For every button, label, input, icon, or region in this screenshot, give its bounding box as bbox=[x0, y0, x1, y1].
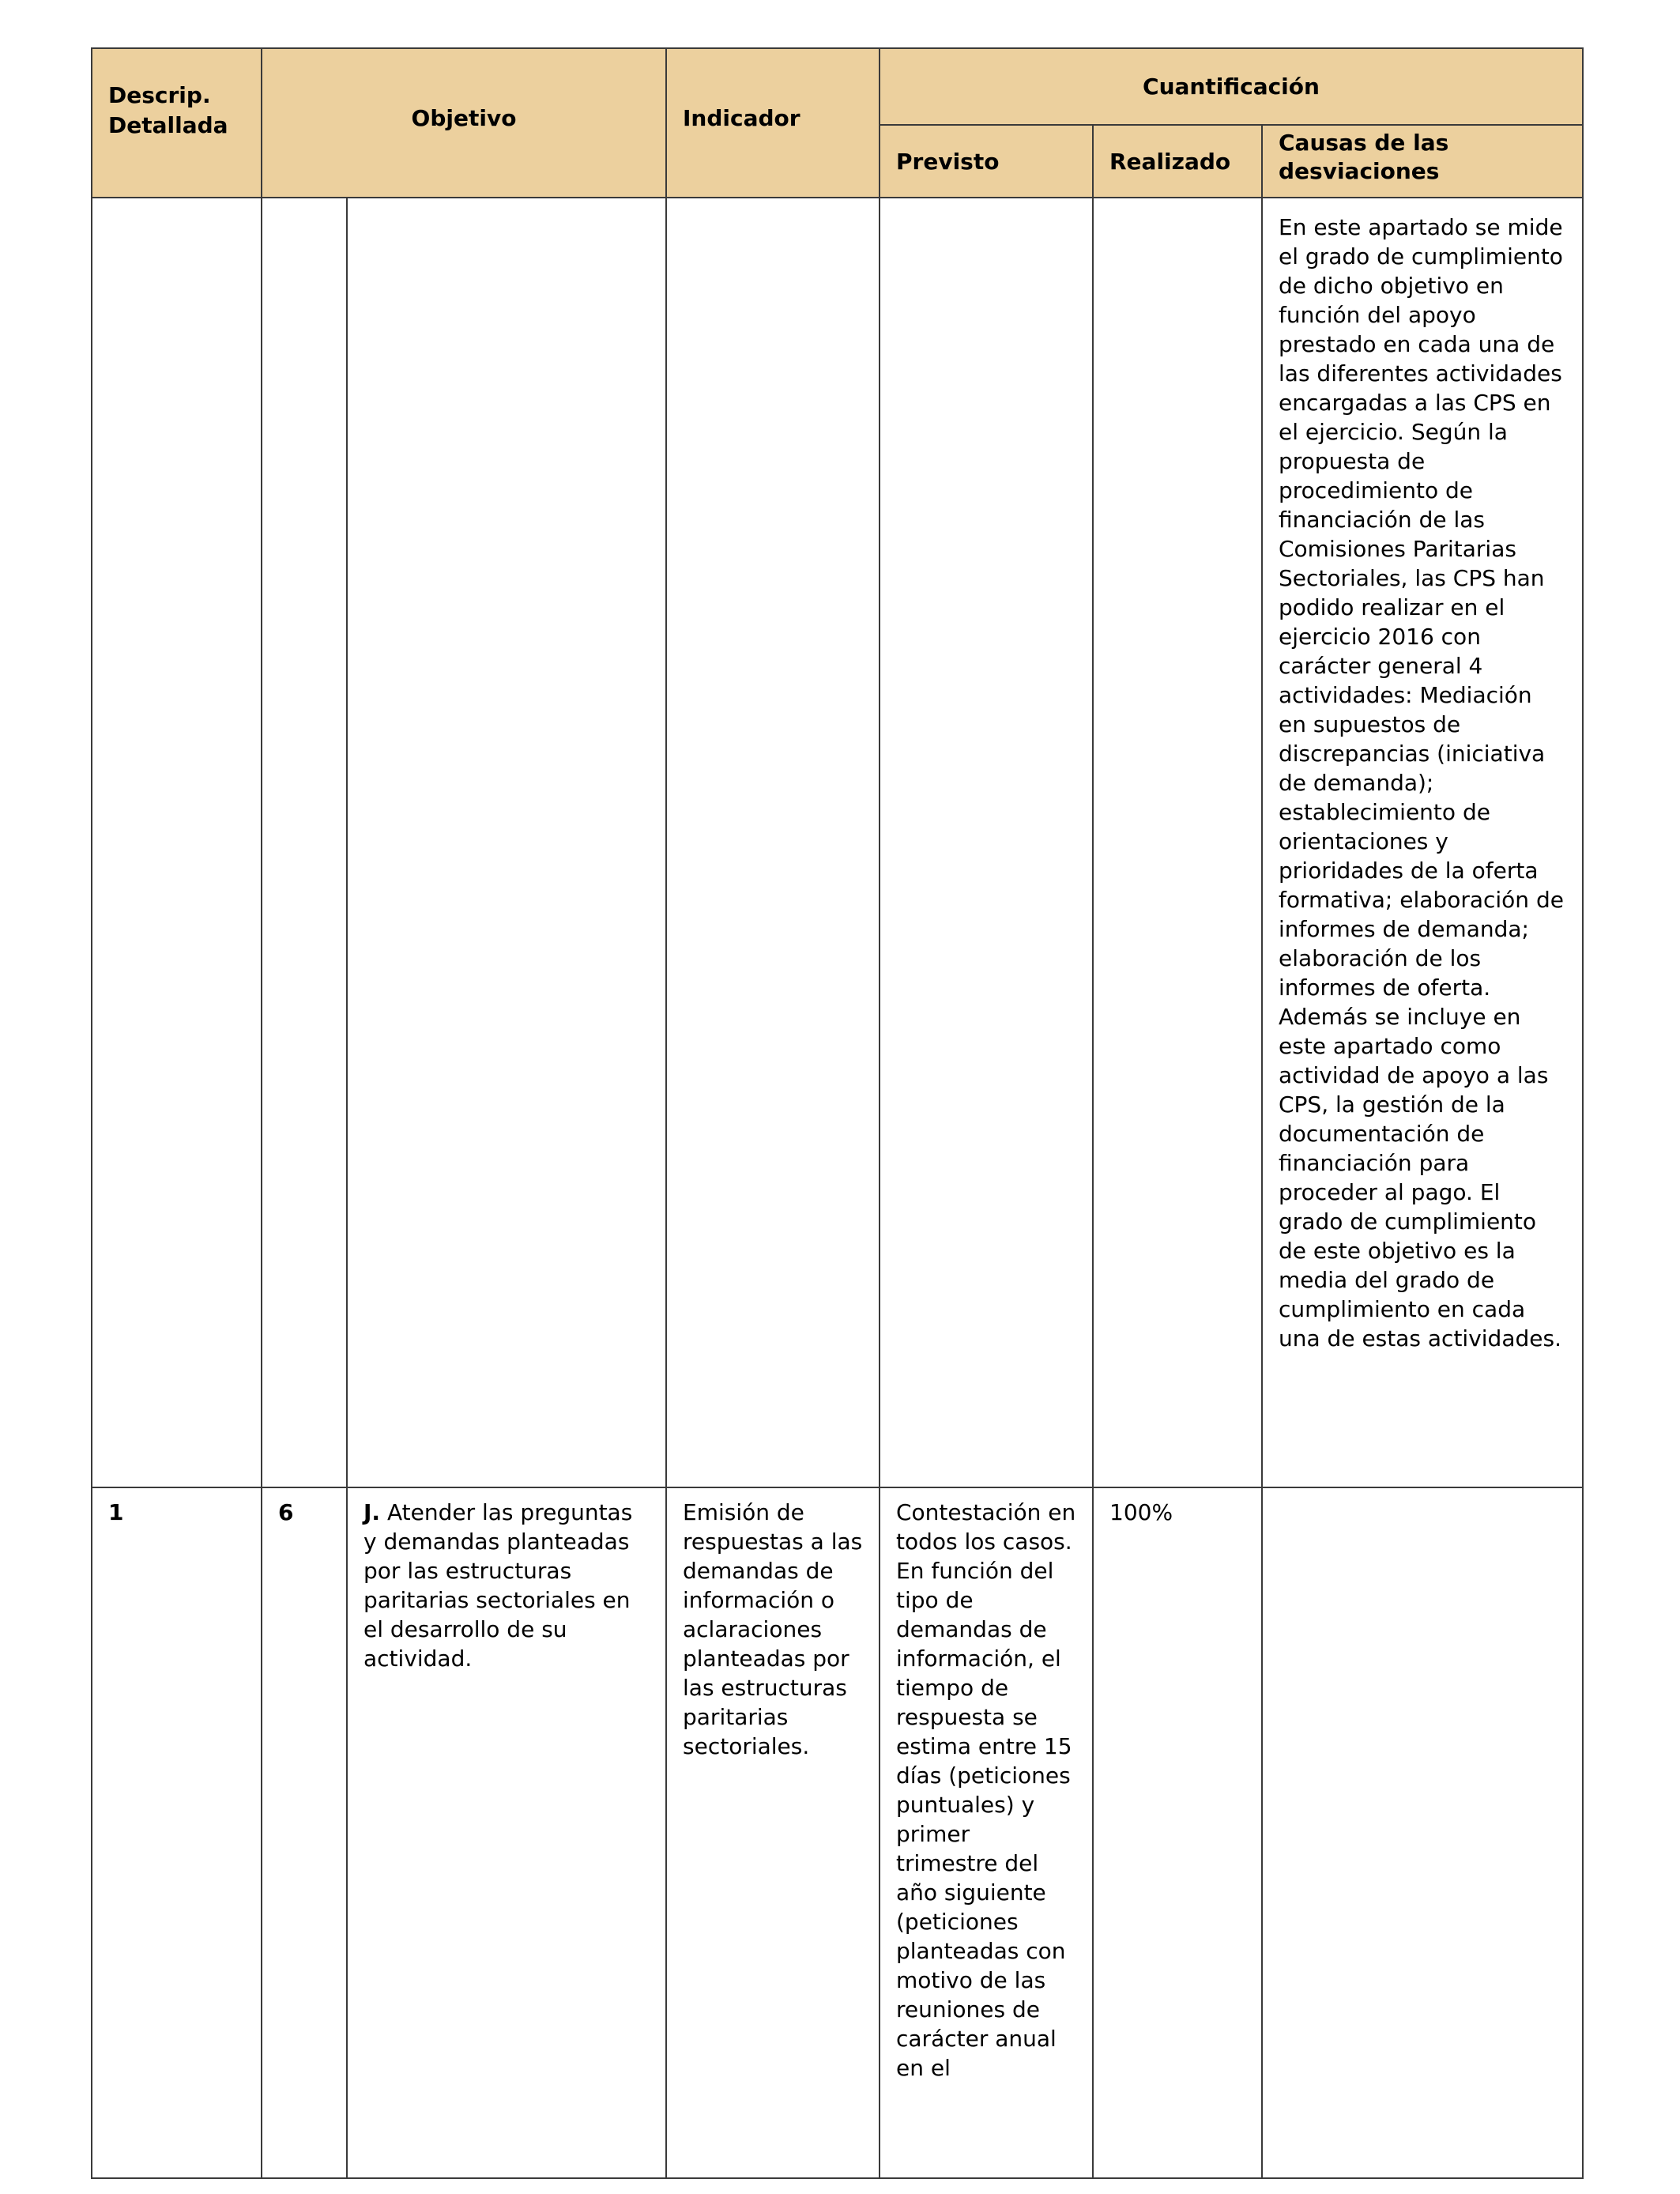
header-indicador: Indicador bbox=[666, 48, 880, 198]
cell-descrip: 1 bbox=[92, 1487, 262, 2178]
table-row bbox=[92, 1487, 1583, 2178]
header-previsto: Previsto bbox=[880, 125, 1093, 198]
header-cuantificacion: Cuantificación bbox=[880, 48, 1583, 125]
table-row bbox=[92, 198, 1583, 1487]
cell-objetivo bbox=[347, 198, 666, 1487]
objectives-table bbox=[91, 47, 1584, 2179]
header-descrip bbox=[92, 48, 262, 198]
objetivo-letter: J. bbox=[363, 1499, 381, 1525]
header-causas: Causas de las desviaciones bbox=[1262, 125, 1583, 198]
cell-descrip bbox=[92, 198, 262, 1487]
cell-indicador bbox=[666, 198, 880, 1487]
header-row bbox=[92, 48, 1583, 125]
cell-realizado: 100% bbox=[1093, 1487, 1262, 2178]
cell-indicador: Emisión de respuestas a las demandas de información o aclaraciones planteadas por las estructuras paritarias sectoriales. bbox=[666, 1487, 880, 2178]
cell-previsto: Contestación en todos los casos. En función del tipo de demandas de información, el tiempo de respuesta se estima entre 15 días (peticiones puntuales) y primer trimestre del año siguiente (peticiones planteadas con motivo de las reuniones de carácter anual en el bbox=[880, 1487, 1093, 2178]
cell-num: 6 bbox=[262, 1487, 347, 2178]
cell-previsto bbox=[880, 198, 1093, 1487]
header-objetivo: Objetivo bbox=[262, 48, 666, 198]
cell-num bbox=[262, 198, 347, 1487]
header-descrip-line1: Descrip. bbox=[108, 82, 211, 108]
cell-causas: En este apartado se mide el grado de cumplimiento de dicho objetivo en función del apoyo prestado en cada una de las diferentes actividades encargadas a las CPS en el ejercicio. Según la propuesta de procedimiento de financiación de las Comisiones Paritarias Sectoriales, las CPS han podido realizar en el ejercicio 2016 con carácter general 4 actividades: Mediación en supuestos de discrepancias (iniciativa de demanda); establecimiento de orientaciones y prioridades de la oferta formativa; elaboración de informes de demanda; elaboración de los informes de oferta. Además se incluye en este apartado como actividad de apoyo a las CPS, la gestión de la documentación de financiación para proceder al pago. El grado de cumplimiento de este objetivo es la media del grado de cumplimiento en cada una de estas actividades. bbox=[1262, 198, 1583, 1487]
cell-causas bbox=[1262, 1487, 1583, 2178]
header-descrip-line2: Detallada bbox=[108, 112, 228, 138]
cell-objetivo bbox=[347, 1487, 666, 2178]
header-realizado: Realizado bbox=[1093, 125, 1262, 198]
cell-realizado bbox=[1093, 198, 1262, 1487]
objetivo-text: Atender las preguntas y demandas planteadas por las estructuras paritarias sectoriales en el desarrollo de su actividad. bbox=[363, 1499, 633, 1672]
